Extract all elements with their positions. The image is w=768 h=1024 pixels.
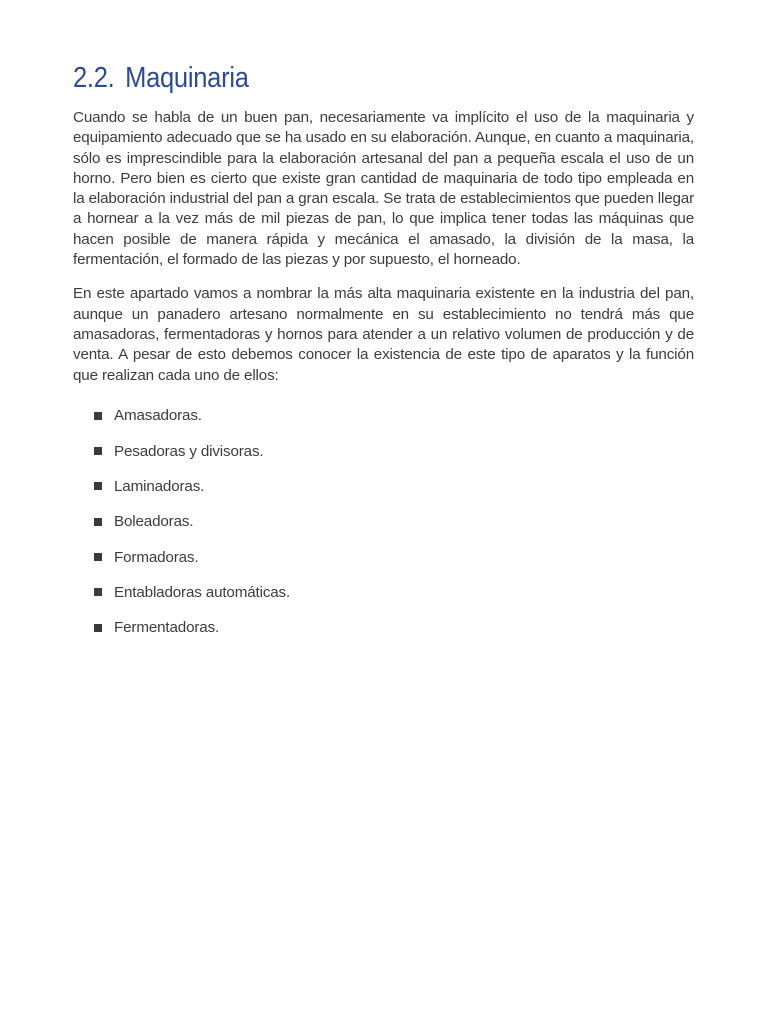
section-heading xyxy=(73,60,619,96)
list-item-label: Fermentadoras. xyxy=(114,619,220,637)
list-item-label: Entabladoras automáticas. xyxy=(114,583,291,601)
list-item-label: Formadoras. xyxy=(114,548,199,566)
square-bullet-icon xyxy=(94,588,102,596)
list-item xyxy=(73,582,694,602)
list-item-label: Amasadoras. xyxy=(114,407,202,425)
list-item xyxy=(73,441,694,461)
intro-paragraph: Cuando se habla de un buen pan, necesariamente va implícito el uso de la maquinaria y equipamiento adecuado que se ha usado en su elaboración. Aunque, en cuanto a maquinaria, sólo es imprescindible para la elaboración artesanal del pan a pequeña escala el uso de un horno. Pero bien es cierto que existe gran cantidad de maquinaria de todo tipo empleada en la elaboración industrial del pan a gran escala. Se trata de establecimientos que pueden llegar a hornear a la vez más de mil piezas de pan, lo que implica tener todas las máquinas que hacen posible de manera rápida y mecánica el amasado, la división de la masa, la fermentación, el formado de las piezas y por supuesto, el horneado. xyxy=(73,109,694,269)
list-item xyxy=(73,406,694,426)
square-bullet-icon xyxy=(94,482,102,490)
list-item xyxy=(73,476,694,496)
square-bullet-icon xyxy=(94,518,102,526)
list-item xyxy=(73,547,694,567)
document-page xyxy=(73,60,694,653)
square-bullet-icon xyxy=(94,412,102,420)
list-item xyxy=(73,618,694,638)
list-item xyxy=(73,512,694,532)
square-bullet-icon xyxy=(94,624,102,632)
list-item-label: Laminadoras. xyxy=(114,477,205,495)
list-item-label: Pesadoras y divisoras. xyxy=(114,442,264,460)
square-bullet-icon xyxy=(94,447,102,455)
section-paragraph: En este apartado vamos a nombrar la más alta maquinaria existente en la industria del pan, aunque un panadero artesano normalmente en su establecimiento no tendrá más que amasadoras, fermentadoras y hornos para atender a un relativo volumen de producción y de venta. A pesar de esto debemos conocer la existencia de este tipo de aparatos y la función que realizan cada uno de ellos: xyxy=(73,285,694,384)
list-item-label: Boleadoras. xyxy=(114,513,194,531)
square-bullet-icon xyxy=(94,553,102,561)
section-title: Maquinaria xyxy=(125,62,249,94)
machinery-list xyxy=(73,406,694,638)
section-number: 2.2. xyxy=(73,62,115,94)
